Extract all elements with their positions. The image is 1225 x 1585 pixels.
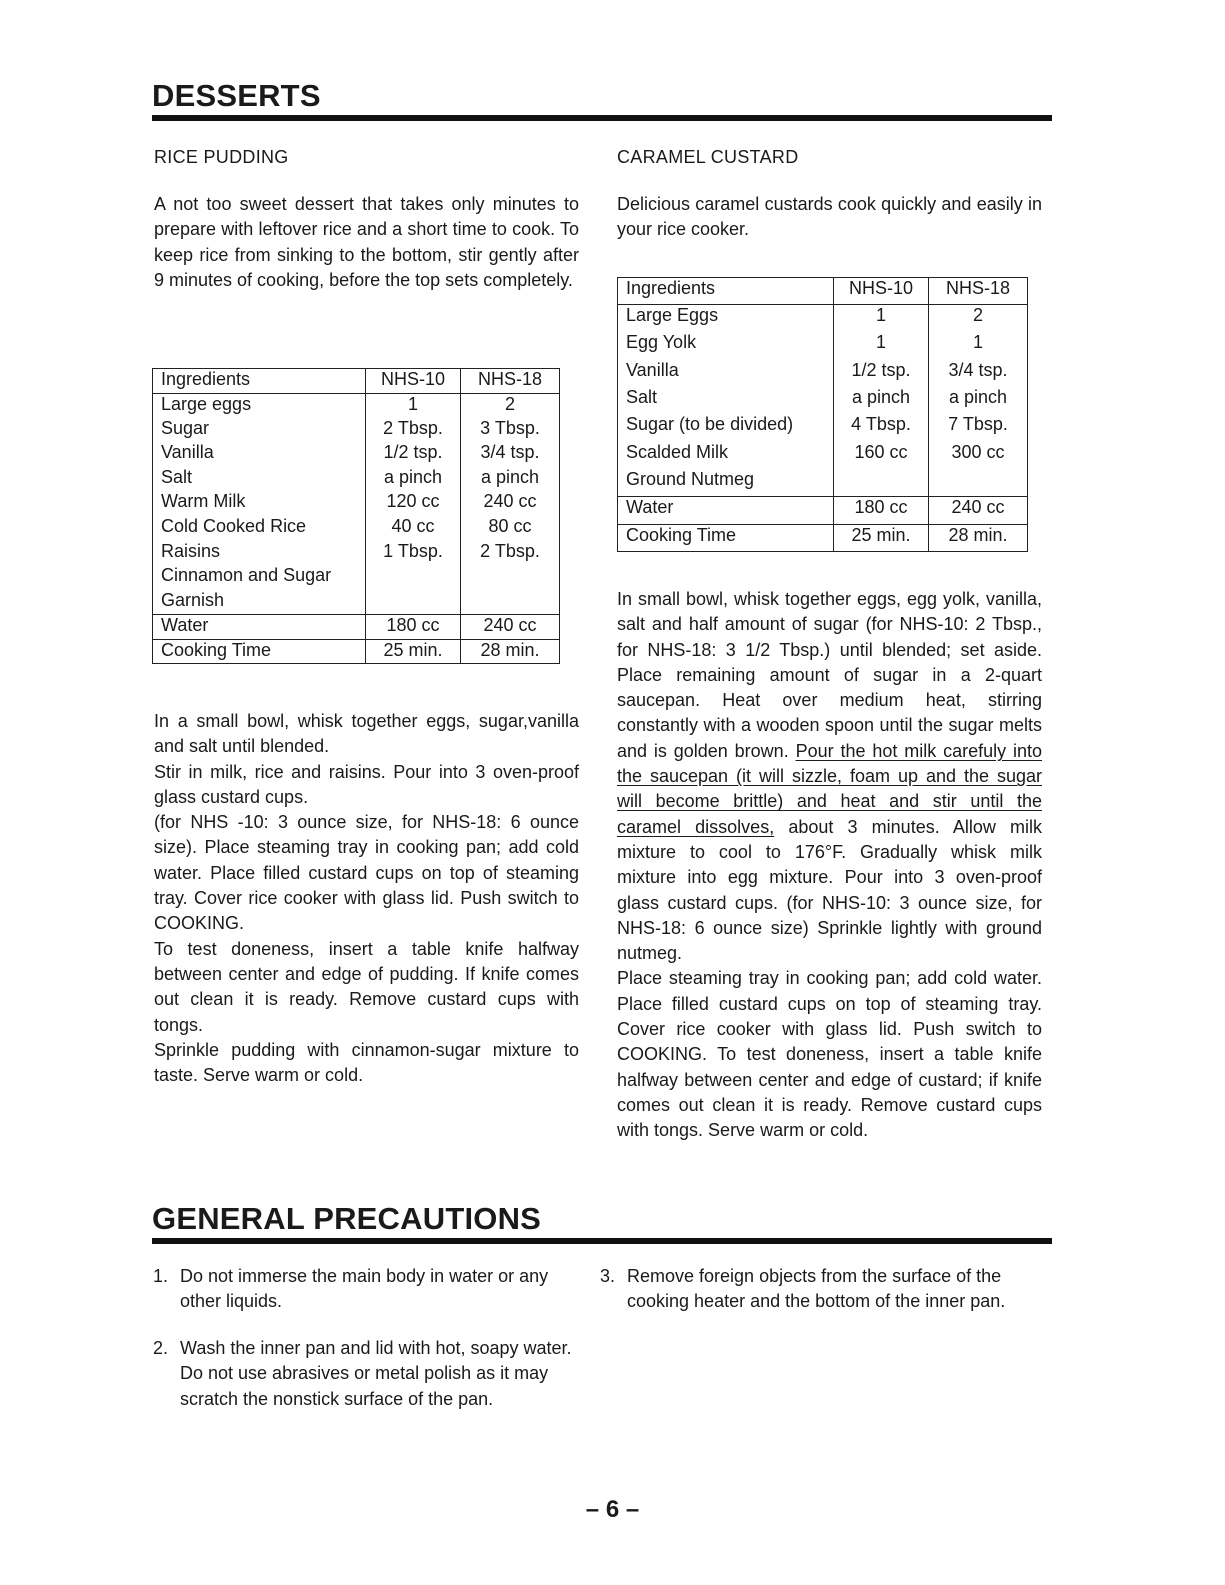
caramel-custard-title: CARAMEL CUSTARD bbox=[617, 147, 799, 167]
table-cell: 1 bbox=[929, 332, 1028, 359]
precaution-item bbox=[600, 1264, 1032, 1344]
table-row bbox=[618, 387, 1028, 414]
table-cell: a pinch bbox=[366, 467, 461, 492]
table-header-row bbox=[618, 278, 1028, 305]
table-cell: 120 cc bbox=[366, 491, 461, 516]
precaution-text: Do not immerse the main body in water or any other liquids. bbox=[180, 1266, 549, 1312]
table-cell: 3/4 tsp. bbox=[461, 442, 560, 467]
underlined-caution: Pour the hot milk carefuly into the saucepan (it will sizzle, foam up and the sugar will become brittle) and heat and stir until the caramel dissolves, bbox=[617, 740, 1042, 837]
table-cell: Salt bbox=[153, 467, 366, 492]
table-row bbox=[618, 305, 1028, 332]
table-cell: a pinch bbox=[929, 387, 1028, 414]
precaution-item bbox=[153, 1336, 578, 1446]
table-cell: Ground Nutmeg bbox=[618, 469, 834, 496]
table-cell: 240 cc bbox=[929, 497, 1028, 524]
table-cell: 28 min. bbox=[461, 639, 560, 664]
instruction-paragraph: Stir in milk, rice and raisins. Pour into 3 oven-proof glass custard cups. bbox=[154, 761, 579, 807]
caramel-custard-intro: Delicious caramel custards cook quickly and easily in your rice cooker. bbox=[617, 194, 1042, 240]
instruction-paragraph: To test doneness, insert a table knife halfway between center and edge of pudding. If knife comes out clean it is ready. Remove custard cups with tongs. bbox=[154, 938, 579, 1035]
table-cell: 40 cc bbox=[366, 516, 461, 541]
table-cell bbox=[834, 469, 929, 496]
table-cell: Egg Yolk bbox=[618, 332, 834, 359]
table-cell: Large Eggs bbox=[618, 305, 834, 332]
table-cell: 240 cc bbox=[461, 491, 560, 516]
table-row bbox=[618, 442, 1028, 469]
table-cell: 180 cc bbox=[834, 497, 929, 524]
table-cell: Cooking Time bbox=[618, 524, 834, 551]
table-header-cell: NHS-18 bbox=[461, 369, 560, 394]
instruction-paragraph: In small bowl, whisk together eggs, egg yolk, vanilla, salt and half amount of sugar (for NHS-10: 2 Tbsp., for NHS-18: 3 1/2 Tbsp.) until blended; set aside. Place remaining amount of sugar in a 2-quart saucepan. Heat over medium heat, stirring constantly with a wooden spoon until the sugar melts and is golden brown. Pour the hot milk carefuly into the saucepan (it will sizzle, foam up and the sugar will become brittle) and heat and stir until the caramel dissolves, about 3 minutes. Allow milk mixture to cool to 176°F. Gradually whisk milk mixture into egg mixture. Pour into 3 oven-proof glass custard cups. (for NHS-10: 3 ounce size, for NHS-18: 6 ounce size) Sprinkle lightly with ground nutmeg. bbox=[617, 589, 1042, 964]
table-row bbox=[153, 516, 560, 541]
table-row bbox=[153, 565, 560, 590]
table-cell: 2 Tbsp. bbox=[461, 541, 560, 566]
table-cell: Garnish bbox=[153, 590, 366, 615]
table-cell: 28 min. bbox=[929, 524, 1028, 551]
table-cell: Raisins bbox=[153, 541, 366, 566]
table-cell: 1 Tbsp. bbox=[366, 541, 461, 566]
caramel-custard-ingredients-table bbox=[617, 277, 1028, 552]
table-cell: Scalded Milk bbox=[618, 442, 834, 469]
page-number: – 6 – bbox=[585, 1496, 640, 1523]
table-header-cell: Ingredients bbox=[153, 369, 366, 394]
table-cell: 2 bbox=[929, 305, 1028, 332]
table-cell: 300 cc bbox=[929, 442, 1028, 469]
table-header-cell: NHS-18 bbox=[929, 278, 1028, 305]
table-row bbox=[618, 414, 1028, 441]
table-cell: Salt bbox=[618, 387, 834, 414]
table-row bbox=[153, 442, 560, 467]
table-cell: 1 bbox=[834, 332, 929, 359]
table-cell: a pinch bbox=[461, 467, 560, 492]
table-cell: Cooking Time bbox=[153, 639, 366, 664]
table-cell: Cold Cooked Rice bbox=[153, 516, 366, 541]
table-cell: Water bbox=[618, 497, 834, 524]
table-cell: a pinch bbox=[834, 387, 929, 414]
precautions-rule bbox=[152, 1238, 1052, 1244]
table-cell: Sugar bbox=[153, 418, 366, 443]
table-row bbox=[618, 360, 1028, 387]
table-cell: 2 Tbsp. bbox=[366, 418, 461, 443]
table-header-cell: Ingredients bbox=[618, 278, 834, 305]
table-row bbox=[618, 332, 1028, 359]
table-cell: Warm Milk bbox=[153, 491, 366, 516]
table-cell bbox=[929, 469, 1028, 496]
table-cell: 80 cc bbox=[461, 516, 560, 541]
table-row bbox=[153, 467, 560, 492]
table-cell: Cinnamon and Sugar bbox=[153, 565, 366, 590]
table-cell: 1/2 tsp. bbox=[834, 360, 929, 387]
rice-pudding-ingredients-table bbox=[152, 368, 560, 664]
table-cell: 1/2 tsp. bbox=[366, 442, 461, 467]
precaution-number: 2. bbox=[153, 1338, 169, 1358]
table-cell bbox=[366, 565, 461, 590]
table-row bbox=[618, 524, 1028, 551]
table-cell: Water bbox=[153, 614, 366, 639]
section-title: DESSERTS bbox=[152, 78, 321, 113]
precaution-number: 1. bbox=[153, 1266, 169, 1286]
table-cell: 1 bbox=[834, 305, 929, 332]
precaution-number: 3. bbox=[600, 1266, 616, 1286]
table-row bbox=[153, 418, 560, 443]
table-cell: 240 cc bbox=[461, 614, 560, 639]
table-cell: 1 bbox=[366, 393, 461, 418]
table-row bbox=[153, 639, 560, 664]
instruction-paragraph: Sprinkle pudding with cinnamon-sugar mixture to taste. Serve warm or cold. bbox=[154, 1039, 579, 1086]
table-cell: 160 cc bbox=[834, 442, 929, 469]
table-header-cell: NHS-10 bbox=[366, 369, 461, 394]
table-row bbox=[153, 590, 560, 615]
rice-pudding-intro: A not too sweet dessert that takes only minutes to prepare with leftover rice and a short time to cook. To keep rice from sinking to the bottom, stir gently after 9 minutes of cooking, before the top sets completely. bbox=[154, 194, 579, 290]
table-cell: 4 Tbsp. bbox=[834, 414, 929, 441]
rice-pudding-title: RICE PUDDING bbox=[154, 147, 289, 167]
table-cell: Vanilla bbox=[618, 360, 834, 387]
table-header-row bbox=[153, 369, 560, 394]
table-row bbox=[618, 497, 1028, 524]
table-cell: Vanilla bbox=[153, 442, 366, 467]
table-header-cell: NHS-10 bbox=[834, 278, 929, 305]
table-cell bbox=[461, 590, 560, 615]
table-row bbox=[153, 491, 560, 516]
table-row bbox=[153, 393, 560, 418]
table-cell: 3 Tbsp. bbox=[461, 418, 560, 443]
instruction-paragraph: In a small bowl, whisk together eggs, sugar,vanilla and salt until blended. bbox=[154, 711, 579, 757]
instruction-paragraph: Place steaming tray in cooking pan; add cold water. Place filled custard cups on top of steaming tray. Cover rice cooker with glass lid. Push switch to COOKING. To test doneness, insert a table knife halfway between center and edge of custard; if knife comes out clean it is ready. Remove custard cups with tongs. Serve warm or cold. bbox=[617, 968, 1042, 1141]
precaution-text: Remove foreign objects from the surface of the cooking heater and the bottom of the inner pan. bbox=[627, 1266, 1006, 1312]
table-cell: Large eggs bbox=[153, 393, 366, 418]
precaution-text: Wash the inner pan and lid with hot, soapy water. Do not use abrasives or metal polish as it may scratch the nonstick surface of the pan. bbox=[180, 1338, 572, 1409]
table-cell bbox=[366, 590, 461, 615]
table-cell: 180 cc bbox=[366, 614, 461, 639]
table-cell: 25 min. bbox=[366, 639, 461, 664]
table-cell: Sugar (to be divided) bbox=[618, 414, 834, 441]
table-row bbox=[618, 469, 1028, 496]
instruction-paragraph: (for NHS -10: 3 ounce size, for NHS-18: 6 ounce size). Place steaming tray in cooking pan; add cold water. Place filled custard cups on top of steaming tray. Cover rice cooker with glass lid. Push switch to COOKING. bbox=[154, 812, 579, 934]
table-cell: 7 Tbsp. bbox=[929, 414, 1028, 441]
table-cell bbox=[461, 565, 560, 590]
table-cell: 2 bbox=[461, 393, 560, 418]
precautions-title: GENERAL PRECAUTIONS bbox=[152, 1201, 542, 1236]
table-row bbox=[153, 614, 560, 639]
table-cell: 3/4 tsp. bbox=[929, 360, 1028, 387]
section-rule bbox=[152, 115, 1052, 121]
table-cell: 25 min. bbox=[834, 524, 929, 551]
caramel-custard-instructions bbox=[617, 587, 1042, 1144]
rice-pudding-instructions bbox=[154, 709, 579, 1088]
table-row bbox=[153, 541, 560, 566]
